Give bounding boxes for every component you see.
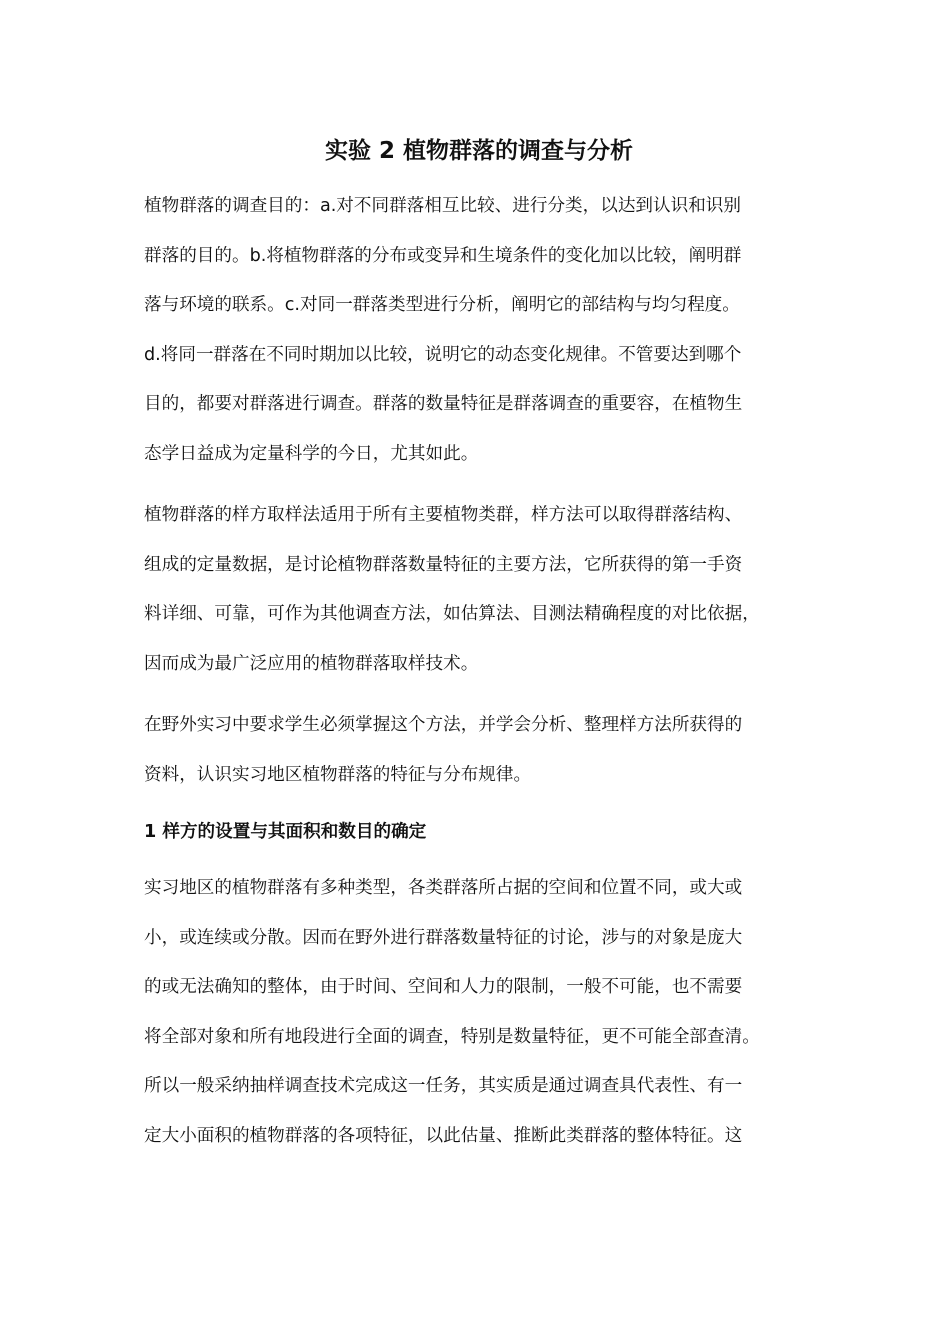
paragraph-quadrat-method [144,491,814,689]
text-line: 群落的目的。b.将植物群落的分布或变异和生境条件的变化加以比较，阐明群 [144,245,742,266]
text-line: 小，或连续或分散。因而在野外进行群落数量特征的讨论，涉与的对象是庞大 [144,927,743,948]
text-line: 落与环境的联系。c.对同一群落类型进行分析，阐明它的部结构与均匀程度。 [144,295,740,315]
document-title: 实验 2 植物群落的调查与分析 [324,138,634,164]
text-line: 在野外实习中要求学生必须掌握这个方法，并学会分析、整理样方法所获得的 [144,715,743,735]
text-line: 的或无法确知的整体，由于时间、空间和人力的限制，一般不可能，也不需要 [144,977,743,997]
text-line: 目的，都要对群落进行调查。群落的数量特征是群落调查的重要容，在植物生 [144,394,743,414]
text-line: 植物群落的样方取样法适用于所有主要植物类群，样方法可以取得群落结构、 [144,505,743,525]
text-line: 定大小面积的植物群落的各项特征，以此估量、推断此类群落的整体特征。这 [144,1125,743,1146]
text-line: d.将同一群落在不同时期加以比较，说明它的动态变化规律。不管要达到哪个 [144,344,742,365]
text-line: 组成的定量数据，是讨论植物群落数量特征的主要方法，它所获得的第一手资 [144,554,743,575]
text-line: 植物群落的调查目的：a.对不同群落相互比较、进行分类，以达到认识和识别 [144,196,741,216]
text-line: 实习地区的植物群落有多种类型，各类群落所占据的空间和位置不同，或大或 [144,878,743,898]
section-heading-1: 1 样方的设置与其面积和数目的确定 [144,822,427,842]
text-line: 因而成为最广泛应用的植物群落取样技术。 [144,653,479,674]
text-line: 所以一般采纳抽样调查技术完成这一任务，其实质是通过调查具代表性、有一 [144,1076,743,1096]
paragraph-survey-purpose [144,182,814,479]
document-body [144,132,814,1173]
paragraph-sampling [144,864,814,1161]
text-line: 将全部对象和所有地段进行全面的调查，特别是数量特征，更不可能全部查清。 [144,1026,760,1047]
text-line: 态学日益成为定量科学的今日，尤其如此。 [144,443,479,464]
paragraph-field-practice [144,701,814,800]
text-line: 资料，认识实习地区植物群落的特征与分布规律。 [144,764,532,785]
text-line: 料详细、可靠，可作为其他调查方法，如估算法、目测法精确程度的对比依据， [144,604,760,624]
